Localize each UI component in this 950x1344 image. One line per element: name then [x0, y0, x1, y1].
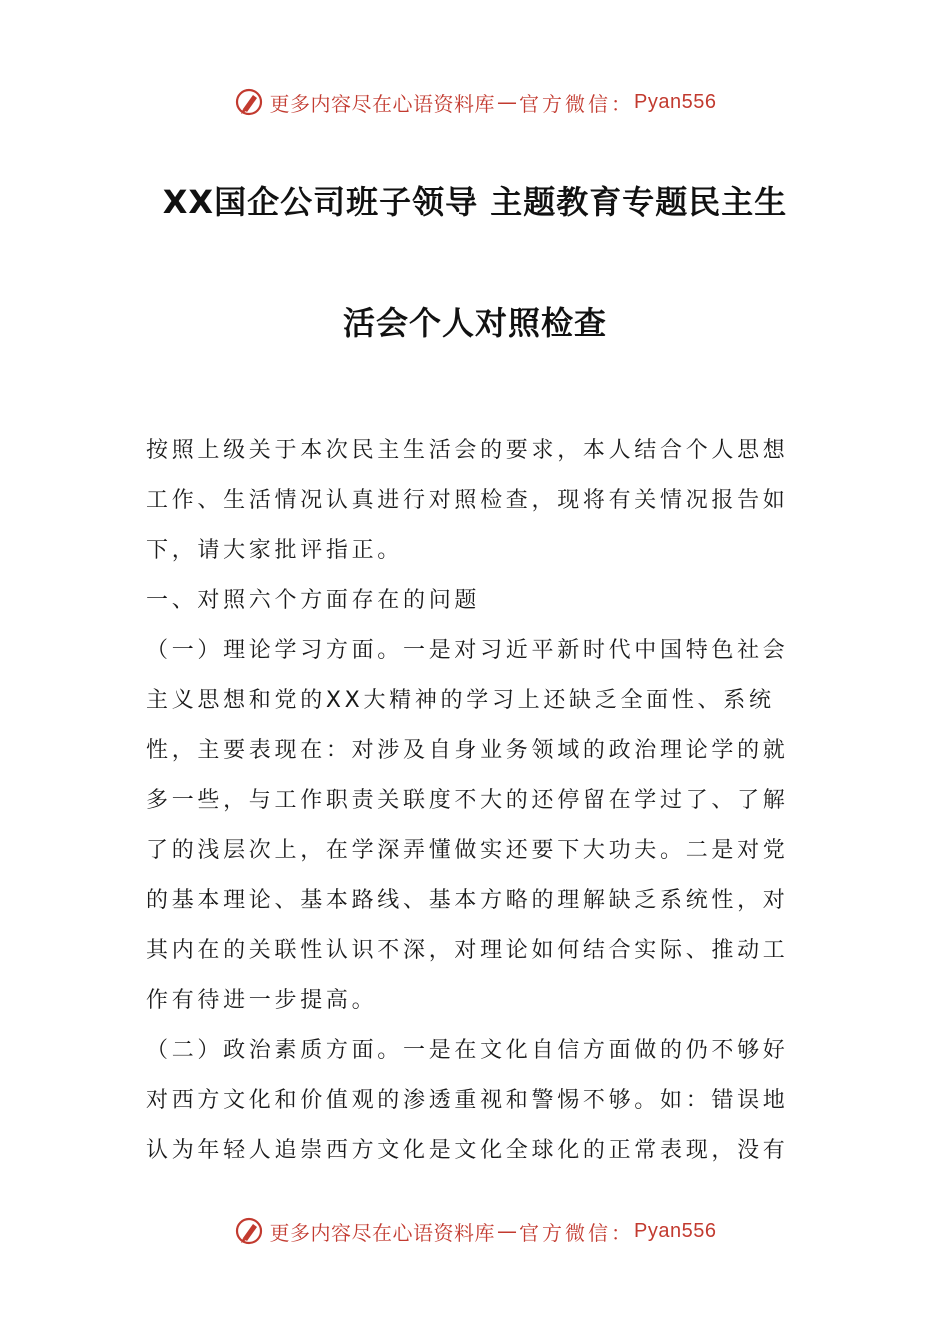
watermark-wechat-label: 官方微信：	[519, 91, 635, 116]
paragraph-intro: 按照上级关于本次民主生活会的要求，本人结合个人思想工作、生活情况认真进行对照检查，现将有关情况报告如下，请大家批评指正。	[146, 438, 789, 563]
section-heading: 一、对照六个方面存在的问题	[146, 588, 481, 613]
watermark-text: 更多内容尽在心语资料库	[269, 91, 496, 116]
document-title-line1: XX国企公司班子领导 主题教育专题民主生	[162, 183, 788, 221]
pen-nib-icon	[234, 87, 264, 117]
header-watermark	[0, 82, 950, 122]
paragraph-political-quality: （二）政治素质方面。一是在文化自信方面做的仍不够好对西方文化和价值观的渗透重视和警惕不够。如：错误地认为年轻人追崇西方文化是文化全球化的正常表现，没有	[146, 1038, 789, 1163]
watermark-wechat-id: Pyan556	[634, 1219, 717, 1242]
footer-watermark	[0, 1211, 950, 1251]
watermark-dash: —	[497, 1219, 518, 1243]
watermark-text: 更多内容尽在心语资料库	[269, 1220, 496, 1245]
watermark-wechat-id: Pyan556	[634, 90, 717, 113]
watermark-wechat-label: 官方微信：	[519, 1220, 635, 1245]
document-body	[146, 426, 810, 1176]
document-title-line2: 活会个人对照检查	[342, 304, 607, 342]
pen-nib-icon	[234, 1216, 264, 1246]
watermark-dash: —	[497, 90, 518, 114]
paragraph-theory-study: （一）理论学习方面。一是对习近平新时代中国特色社会主义思想和党的XX大精神的学习上还缺乏全面性、系统性，主要表现在：对涉及自身业务领域的政治理论学的就多一些，与工作职责关联度不大的还停留在学过了、了解了的浅层次上，在学深弄懂做实还要下大功夫。二是对党的基本理论、基本路线、基本方略的理解缺乏系统性，对其内在的关联性认识不深，对理论如何结合实际、推动工作有待进一步提高。	[146, 638, 789, 1013]
